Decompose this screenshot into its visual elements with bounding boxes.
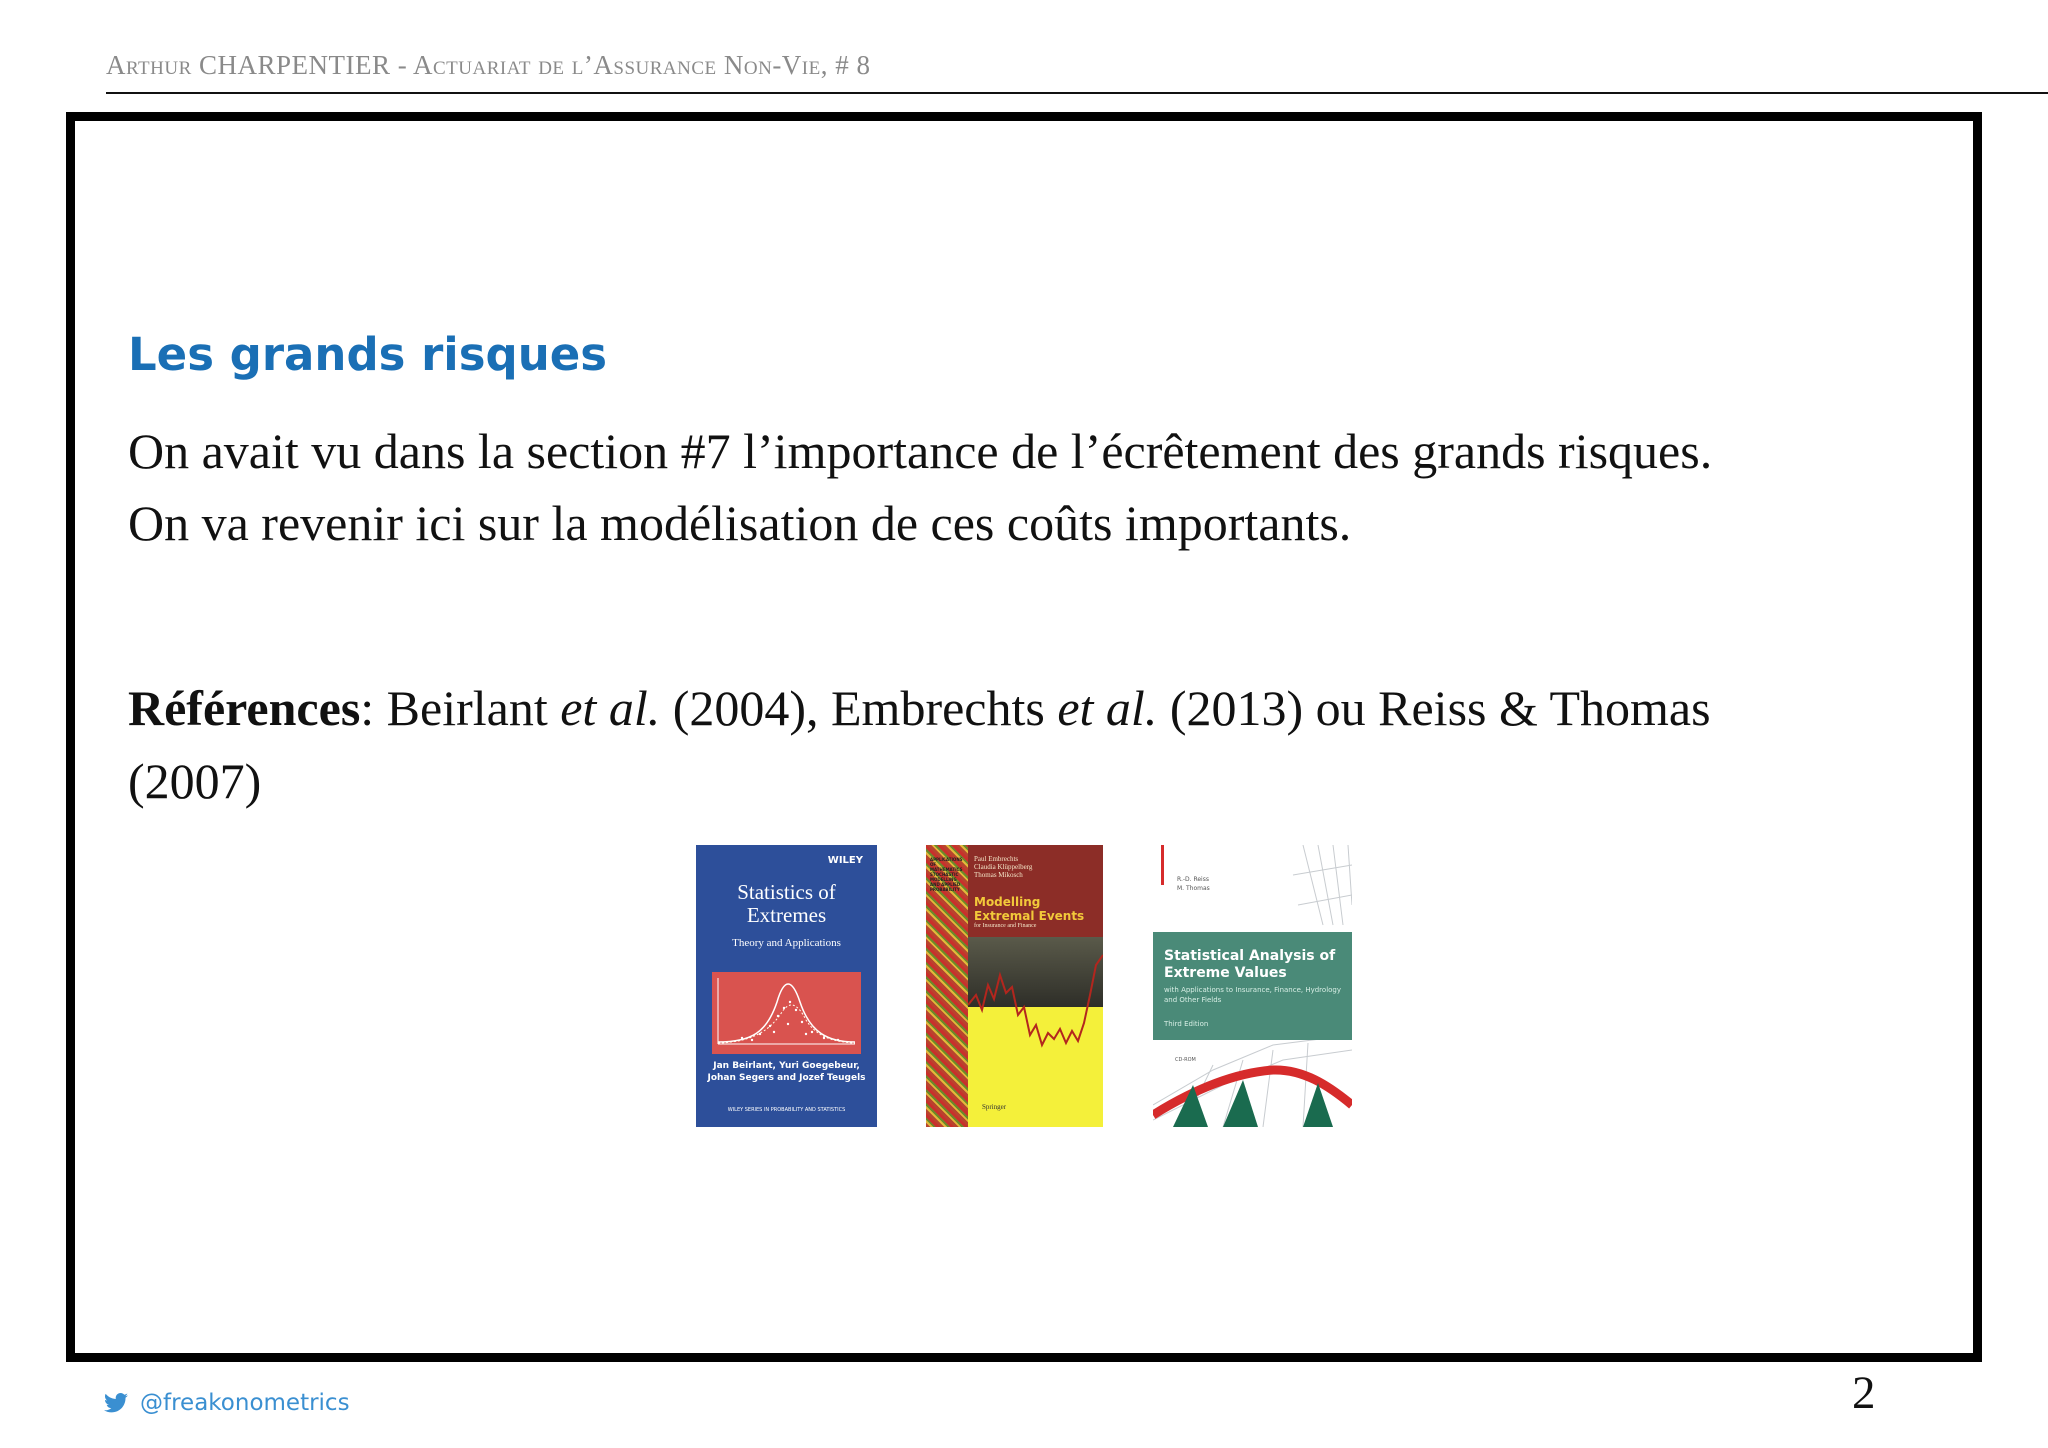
book2-publisher: Springer (982, 1103, 1007, 1111)
book-cover-statistical-analysis-extreme-values (1153, 845, 1352, 1127)
section-title: Les grands risques (128, 328, 608, 381)
book1-authors: Jan Beirlant, Yuri Goegebeur, Johan Segers and Jozef Teugels (707, 1061, 866, 1083)
book-cover-statistics-of-extremes (696, 845, 877, 1127)
header-rule (106, 92, 2048, 94)
references-text-2: (2004), Embrechts (660, 680, 1058, 736)
book3-title-box (1153, 932, 1352, 1040)
book3-edition: Third Edition (1164, 1020, 1209, 1028)
book2-authors: Paul Embrechts Claudia Klüppelberg Thomas Mikosch (974, 855, 1033, 879)
slide-frame (66, 112, 1982, 1362)
paragraph-line-1: On avait vu dans la section #7 l’importance de l’écrêtement des grands risques. (128, 423, 1713, 479)
book1-title: Statistics of Extremes (737, 880, 836, 927)
references-text-1: : Beirlant (360, 680, 561, 736)
book1-subtitle: Theory and Applications (732, 937, 841, 949)
references-etal-2: et al. (1057, 680, 1158, 736)
book3-authors: R.-D. Reiss M. Thomas (1177, 876, 1210, 892)
book2-subtitle: for Insurance and Finance (974, 923, 1037, 929)
slide-header: Arthur CHARPENTIER - Actuariat de l’Assurance Non-Vie, # 8 (106, 50, 871, 80)
references-line-2: (2007) (128, 753, 262, 809)
book2-series-text: APPLICATIONS OF MATHEMATICS STOCHASTIC MODELLING AND APPLIED PROBABILITY (930, 857, 963, 892)
book3-cd-label: CD-ROM (1175, 1057, 1196, 1063)
book2-title: Modelling Extremal Events (974, 895, 1085, 923)
book1-series: WILEY SERIES IN PROBABILITY AND STATISTICS (727, 1107, 846, 1113)
book3-title: Statistical Analysis of Extreme Values (1164, 948, 1336, 981)
book3-subtitle: with Applications to Insurance, Finance, Hydrology and Other Fields (1164, 986, 1342, 1004)
twitter-bird-icon (104, 1393, 128, 1413)
paragraph-line-2: On va revenir ici sur la modélisation de ces coûts importants. (128, 495, 1352, 551)
references-line-1 (128, 679, 1711, 737)
book1-publisher: WILEY (827, 855, 863, 866)
book2-cover-line (968, 935, 1103, 1065)
page-number: 2 (1852, 1367, 1876, 1419)
book1-cover-plot (712, 972, 861, 1054)
twitter-handle[interactable]: @freakonometrics (140, 1390, 350, 1416)
twitter-link[interactable] (104, 1390, 350, 1416)
book3-red-tab (1161, 845, 1164, 885)
references-label: Références (128, 680, 361, 736)
references-text-3: (2013) ou Reiss & Thomas (1157, 680, 1711, 736)
references-etal-1: et al. (560, 680, 661, 736)
book-cover-modelling-extremal-events (926, 845, 1103, 1127)
